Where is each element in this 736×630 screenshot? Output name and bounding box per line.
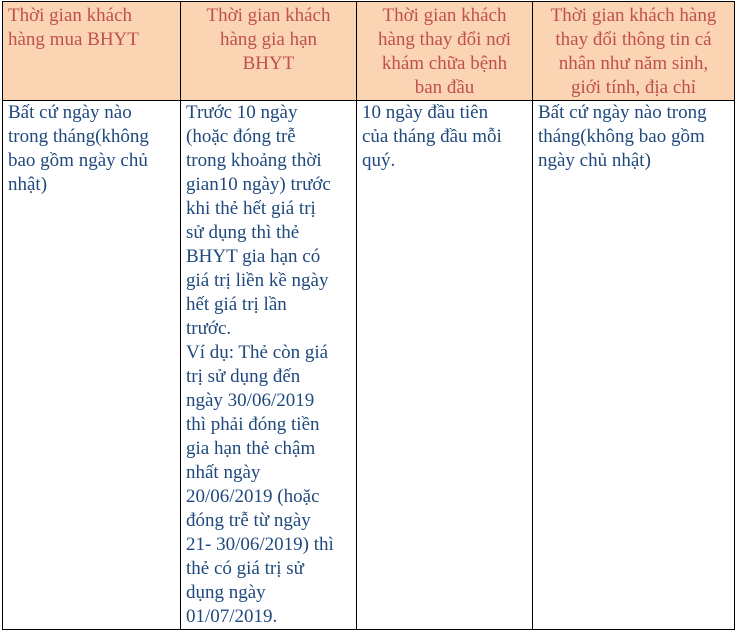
cell-line: khi thẻ hết giá trị xyxy=(186,198,316,219)
header-line: hàng thay đổi nơi xyxy=(378,29,511,50)
cell-line: sử dụng thì thẻ xyxy=(186,222,300,243)
cell-line: ngày chủ nhật) xyxy=(538,150,651,171)
cell-line: nhật) xyxy=(8,174,48,195)
header-line: khám chữa bệnh xyxy=(381,53,508,74)
header-line: hàng gia hạn xyxy=(219,29,318,50)
cell-line: 20/06/2019 (hoặc xyxy=(186,486,320,507)
header-line: Thời gian khách xyxy=(8,5,133,26)
cell-line: dụng ngày xyxy=(186,582,266,603)
header-line: ban đầu xyxy=(414,77,475,98)
cell-line: bao gồm ngày chủ xyxy=(8,150,148,171)
cell-line: của tháng đầu mỗi xyxy=(362,126,502,147)
header-line: Thời gian khách xyxy=(206,5,331,26)
cell-line: (hoặc đóng trễ xyxy=(186,126,296,147)
cell-line: thẻ có giá trị sử xyxy=(186,558,304,579)
cell-line: Ví dụ: Thẻ còn giá xyxy=(186,342,329,363)
header-line: hàng mua BHYT xyxy=(8,29,139,50)
header-change-info-time xyxy=(533,2,735,101)
bhyt-time-table xyxy=(2,1,735,630)
cell-line: trước. xyxy=(186,318,232,339)
cell-line: gian10 ngày) trước xyxy=(186,174,331,195)
header-change-clinic-time xyxy=(357,2,533,101)
header-line: BHYT xyxy=(242,53,295,74)
cell-line: trong khoảng thời xyxy=(186,150,322,171)
cell-line: giá trị liền kề ngày xyxy=(186,270,329,291)
header-line: thay đổi thông tin cá xyxy=(555,29,712,50)
cell-line: đóng trễ từ ngày xyxy=(186,510,311,531)
header-row xyxy=(3,2,735,101)
header-line: Thời gian khách hàng xyxy=(550,5,717,26)
cell-renewal-time xyxy=(181,101,357,630)
cell-line: Trước 10 ngày xyxy=(186,102,298,123)
cell-line: BHYT gia hạn có xyxy=(186,246,321,267)
cell-line: thì phải đóng tiền xyxy=(186,414,320,435)
table-row xyxy=(3,101,735,630)
cell-line: quý. xyxy=(362,150,396,171)
header-line: Thời gian khách xyxy=(382,5,507,26)
cell-line: 01/07/2019. xyxy=(186,606,278,627)
cell-line: nhất ngày xyxy=(186,462,261,483)
cell-change-clinic-time xyxy=(357,101,533,630)
header-renewal-time xyxy=(181,2,357,101)
cell-line: gia hạn thẻ chậm xyxy=(186,438,316,459)
cell-line: tháng(không bao gồm xyxy=(538,126,705,147)
cell-change-info-time xyxy=(533,101,735,630)
header-line: giới tính, địa chỉ xyxy=(570,77,697,98)
cell-line: Bất cứ ngày nào xyxy=(8,102,132,123)
cell-line: 10 ngày đầu tiên xyxy=(362,102,489,123)
header-purchase-time xyxy=(3,2,181,101)
cell-line: Bất cứ ngày nào trong xyxy=(538,102,707,123)
cell-line: trong tháng(không xyxy=(8,126,149,147)
header-line: nhân như năm sinh, xyxy=(558,53,709,74)
cell-purchase-time xyxy=(3,101,181,630)
cell-line: 21- 30/06/2019) thì xyxy=(186,534,334,555)
cell-line: trị sử dụng đến xyxy=(186,366,301,387)
cell-line: hết giá trị lần xyxy=(186,294,287,315)
cell-line: ngày 30/06/2019 xyxy=(186,390,315,411)
